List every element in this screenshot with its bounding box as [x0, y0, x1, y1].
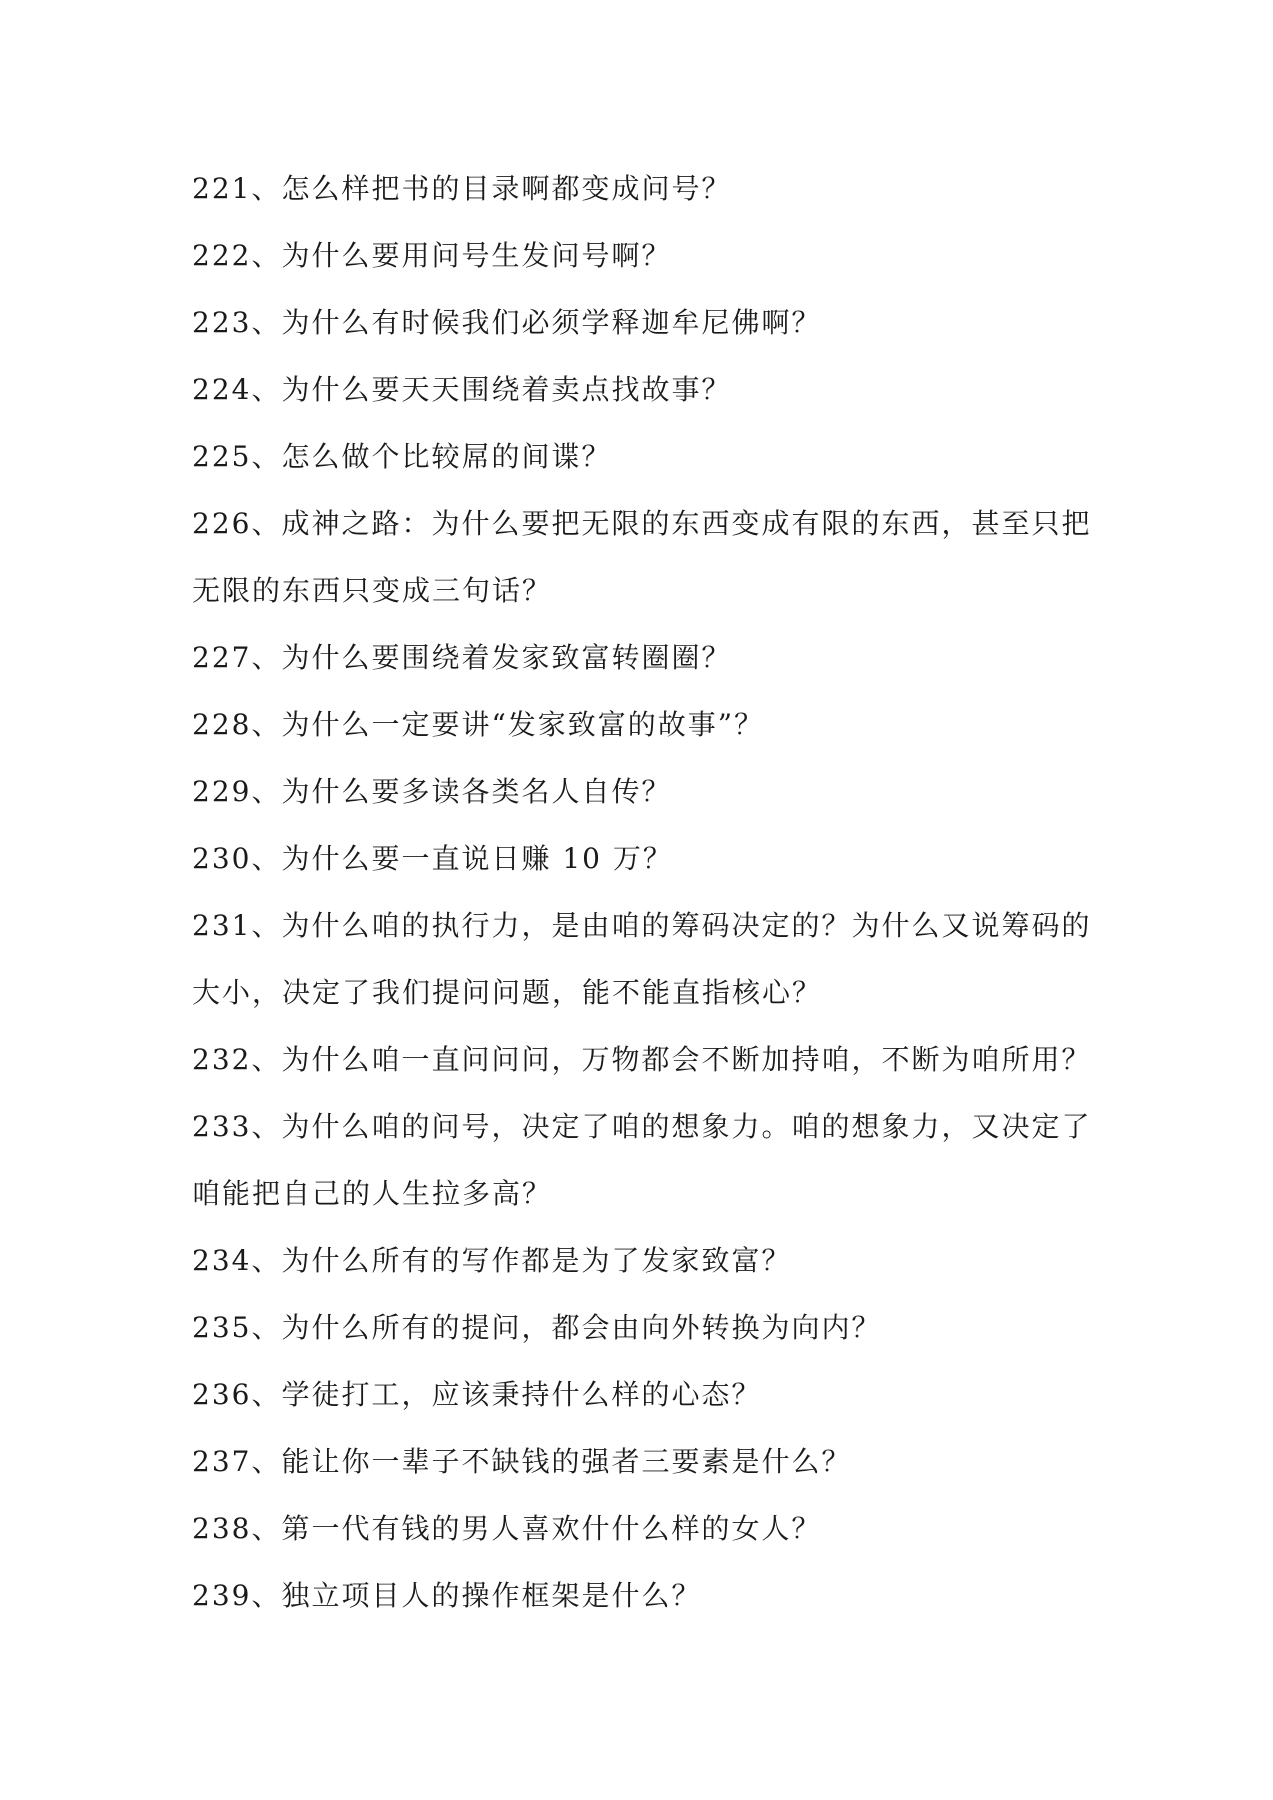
question-item — [192, 222, 1092, 289]
question-line: 231、为什么咱的执行力，是由咱的筹码决定的？为什么又说筹码的 — [192, 909, 1092, 942]
question-line: 236、学徒打工，应该秉持什么样的心态？ — [192, 1378, 762, 1411]
question-item — [192, 758, 1092, 825]
question-line: 234、为什么所有的写作都是为了发家致富？ — [192, 1244, 792, 1277]
question-line: 237、能让你一辈子不缺钱的强者三要素是什么？ — [192, 1445, 852, 1478]
question-item — [192, 289, 1092, 356]
question-item — [192, 155, 1092, 222]
question-line: 233、为什么咱的问号，决定了咱的想象力。咱的想象力，又决定了 — [192, 1110, 1092, 1143]
question-item — [192, 1428, 1092, 1495]
question-line: 咱能把自己的人生拉多高？ — [192, 1177, 553, 1210]
question-item — [192, 1361, 1092, 1428]
question-line: 228、为什么一定要讲“发家致富的故事”？ — [192, 708, 765, 741]
question-line: 235、为什么所有的提问，都会由向外转换为向内？ — [192, 1311, 882, 1344]
question-line: 238、第一代有钱的男人喜欢什什么样的女人？ — [192, 1512, 822, 1545]
question-item — [192, 356, 1092, 423]
question-item — [192, 825, 1092, 892]
question-item — [192, 892, 1092, 1026]
question-list — [192, 155, 1092, 1629]
question-item — [192, 1026, 1092, 1093]
question-line: 223、为什么有时候我们必须学释迦牟尼佛啊？ — [192, 306, 822, 339]
question-item — [192, 1227, 1092, 1294]
question-line: 224、为什么要天天围绕着卖点找故事？ — [192, 373, 732, 406]
question-line: 230、为什么要一直说日赚 10 万？ — [192, 842, 673, 875]
question-item — [192, 423, 1092, 490]
question-line: 222、为什么要用问号生发问号啊？ — [192, 239, 672, 272]
question-line: 221、怎么样把书的目录啊都变成问号？ — [192, 172, 732, 205]
question-item — [192, 1495, 1092, 1562]
question-line: 232、为什么咱一直问问问，万物都会不断加持咱，不断为咱所用？ — [192, 1043, 1092, 1076]
question-item — [192, 691, 1092, 758]
question-line: 239、独立项目人的操作框架是什么？ — [192, 1579, 702, 1612]
question-item — [192, 1093, 1092, 1227]
question-item — [192, 1294, 1092, 1361]
question-line: 无限的东西只变成三句话？ — [192, 574, 553, 607]
question-item — [192, 624, 1092, 691]
question-line: 227、为什么要围绕着发家致富转圈圈？ — [192, 641, 732, 674]
question-item — [192, 490, 1092, 624]
question-line: 229、为什么要多读各类名人自传？ — [192, 775, 672, 808]
question-line: 225、怎么做个比较屌的间谍？ — [192, 440, 612, 473]
question-line: 大小，决定了我们提问问题，能不能直指核心？ — [192, 976, 823, 1009]
question-line: 226、成神之路：为什么要把无限的东西变成有限的东西，甚至只把 — [192, 507, 1092, 540]
question-item — [192, 1562, 1092, 1629]
